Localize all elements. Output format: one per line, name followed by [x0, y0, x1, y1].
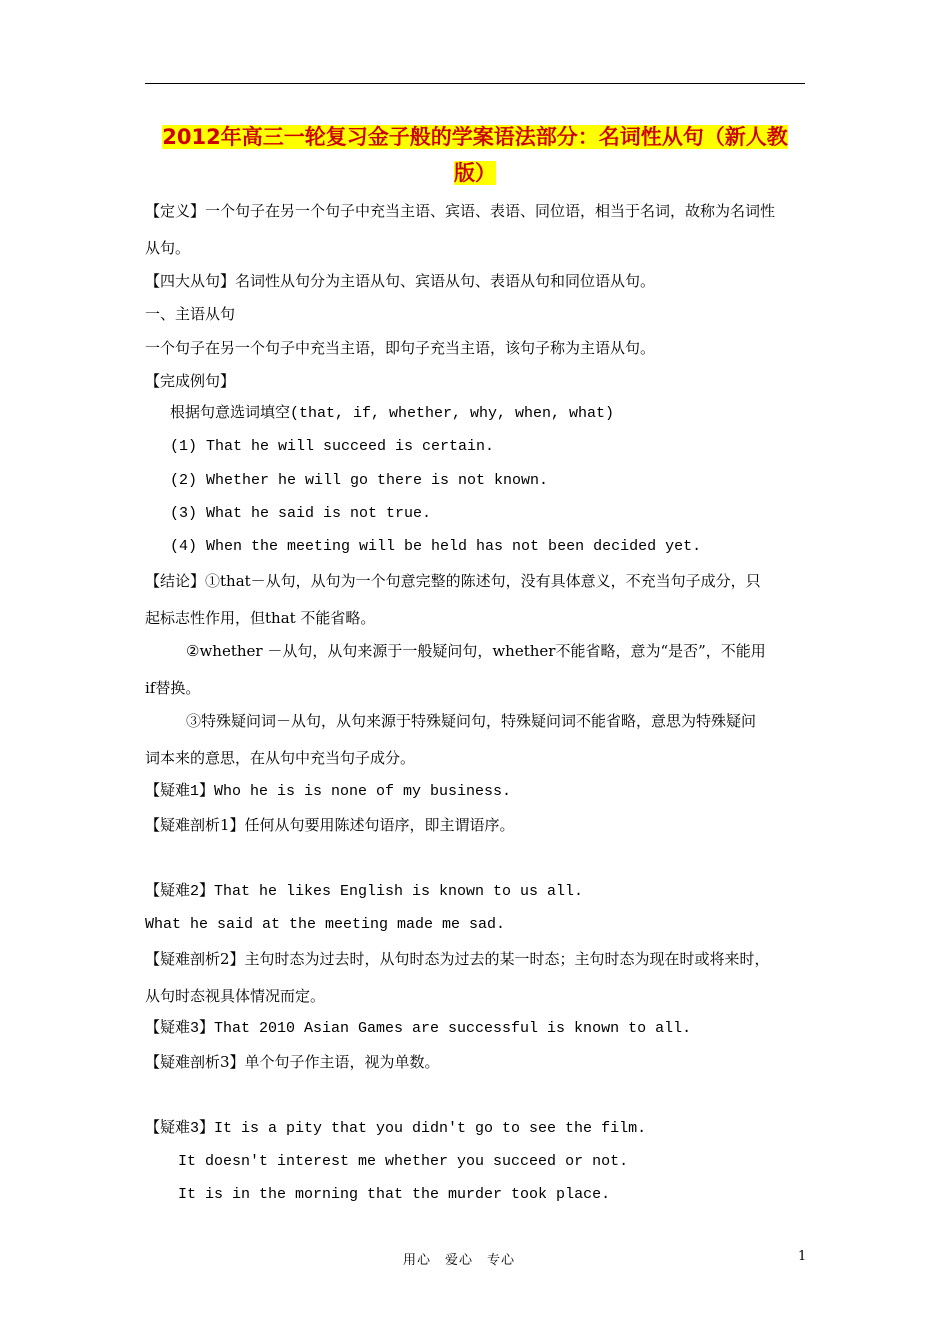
- conclusion-point-2: ②whether －从句，从句来源于一般疑问句，whether不能省略，意为“是否”，不能用: [186, 642, 766, 660]
- title-line-2: 版）: [454, 161, 496, 185]
- footer-motto: 用心 爱心 专心: [403, 1253, 516, 1268]
- section-heading: 一、主语从句: [145, 305, 236, 323]
- example-sentence: (4) When the meeting will be held has not been decided yet.: [170, 538, 702, 555]
- difficulty-analysis-1: 【疑难剖析1】任何从句要用陈述句语序，即主谓语序。: [145, 816, 515, 834]
- example-sentence: (2) Whether he will go there is not known.: [170, 472, 549, 489]
- difficulty-3-example: It is in the morning that the murder took place.: [178, 1186, 611, 1203]
- conclusion-line: 【结论】①that－从句，从句为一个句意完整的陈述句，没有具体意义，不充当句子成分，只: [145, 572, 761, 590]
- example-sentence: (3) What he said is not true.: [170, 505, 432, 522]
- difficulty-analysis-2-end: 从句时态视具体情况而定。: [145, 987, 326, 1005]
- definition-line-end: 从句。: [145, 239, 191, 257]
- four-clauses-line: 【四大从句】名词性从句分为主语从句、宾语从句、表语从句和同位语从句。: [145, 272, 656, 290]
- document-title-continued: [145, 155, 805, 191]
- conclusion-point-3: ③特殊疑问词－从句，从句来源于特殊疑问句，特殊疑问词不能省略，意思为特殊疑问: [186, 712, 757, 730]
- difficulty-2-example: What he said at the meeting made me sad.: [145, 916, 506, 933]
- difficulty-1: 【疑难1】Who he is is none of my business.: [145, 783, 512, 800]
- conclusion-point-3-end: 词本来的意思，在从句中充当句子成分。: [145, 749, 416, 767]
- difficulty-2: 【疑难2】That he likes English is known to us all.: [145, 883, 584, 900]
- definition-line: 【定义】一个句子在另一个句子中充当主语、宾语、表语、同位语，相当于名词，故称为名词性: [145, 202, 776, 220]
- difficulty-3-example: It doesn't interest me whether you succeed or not.: [178, 1153, 629, 1170]
- document-title: [145, 119, 805, 155]
- difficulty-analysis-2: 【疑难剖析2】主句时态为过去时，从句时态为过去的某一时态；主句时态为现在时或将来时，: [145, 950, 770, 968]
- title-line-1: 2012年高三一轮复习金子般的学案语法部分：名词性从句（新人教: [162, 125, 788, 149]
- complete-examples-label: 【完成例句】: [145, 372, 236, 390]
- difficulty-3-repeat: 【疑难3】It is a pity that you didn't go to see the film.: [145, 1120, 647, 1137]
- instruction-line: 根据句意选词填空(that, if, whether, why, when, what): [170, 405, 615, 422]
- difficulty-3: 【疑难3】That 2010 Asian Games are successful is known to all.: [145, 1020, 692, 1037]
- page-number: 1: [798, 1249, 807, 1264]
- difficulty-analysis-3: 【疑难剖析3】单个句子作主语，视为单数。: [145, 1053, 440, 1071]
- header-rule: [145, 83, 805, 84]
- section-description: 一个句子在另一个句子中充当主语，即句子充当主语，该句子称为主语从句。: [145, 339, 656, 357]
- conclusion-point-2-end: if替换。: [145, 679, 201, 697]
- conclusion-line-end: 起标志性作用，但that 不能省略。: [145, 609, 376, 627]
- example-sentence: (1) That he will succeed is certain.: [170, 438, 495, 455]
